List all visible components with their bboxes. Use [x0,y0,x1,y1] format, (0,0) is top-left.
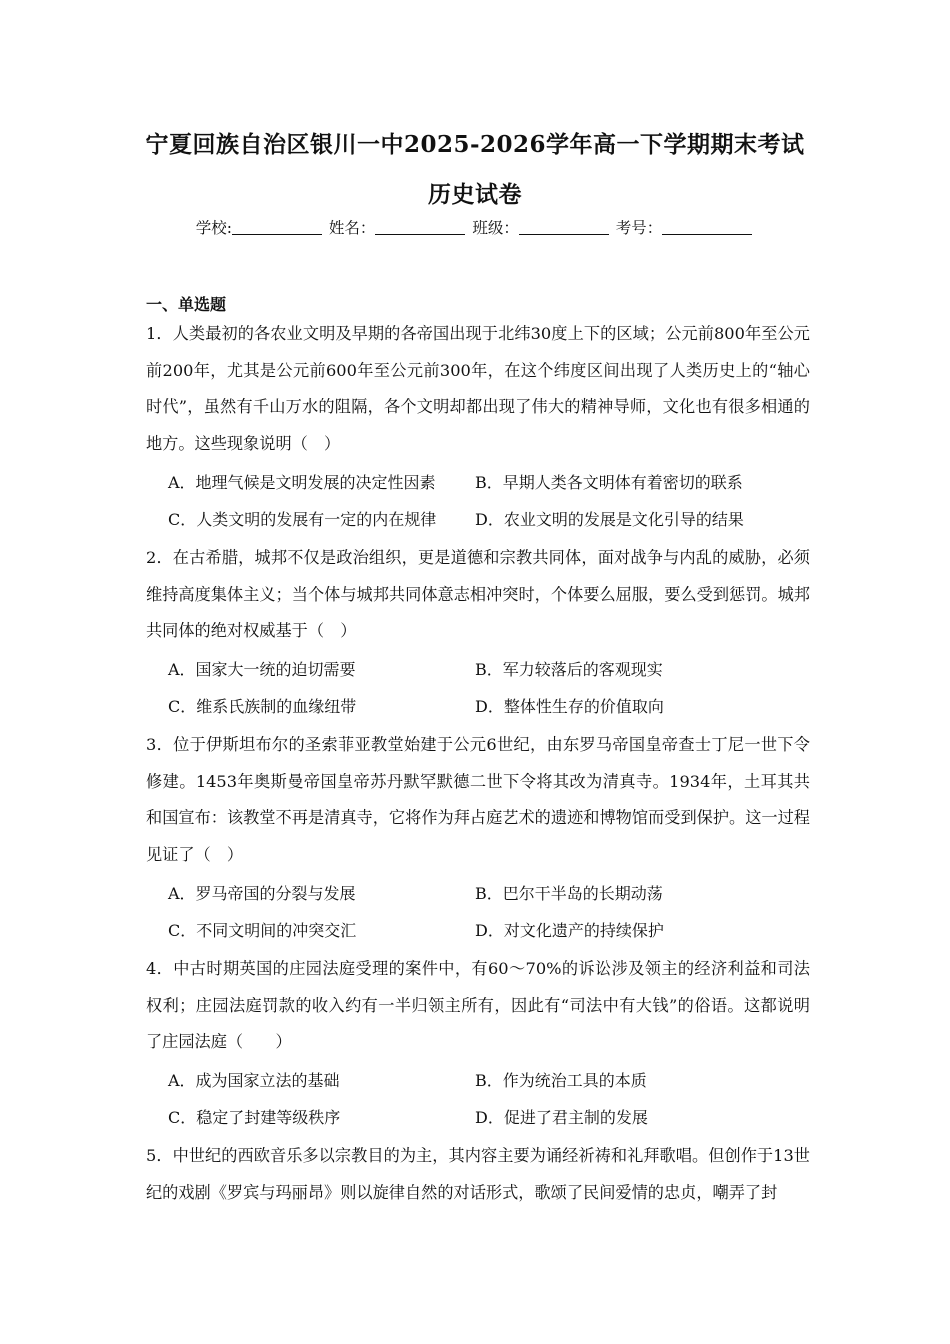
exam-title: 宁夏回族自治区银川一中2025-2026学年高一下学期期末考试 [145,131,805,158]
question-2-option-d: D．整体性生存的价值取向 [475,697,664,716]
name-label: 姓名： [328,219,376,237]
name-blank [375,220,465,235]
question-2-stem: 2．在古希腊，城邦不仅是政治组织，更是道德和宗教共同体，面对战争与内乱的威胁，必须维持高度集体主义；当个体与城邦共同体意志相冲突时，个体要么屈服，要么受到惩罚。城邦共同体的绝对权威基于（ ） [146,548,810,640]
question-2-options [168,651,808,725]
question-4-stem: 4．中古时期英国的庄园法庭受理的案件中，有60～70%的诉讼涉及领主的经济利益和司法权利；庄园法庭罚款的收入约有一半归领主所有，因此有“司法中有大钱”的俗语。这都说明了庄园法庭（ ） [146,959,810,1051]
exam-subject-title: 历史试卷 [428,181,522,208]
question-3-option-a: A．罗马帝国的分裂与发展 [168,884,356,903]
exam-number-label: 考号： [615,219,663,237]
question-4-option-c: C．稳定了封建等级秩序 [168,1108,341,1127]
question-3-stem: 3．位于伊斯坦布尔的圣索菲亚教堂始建于公元6世纪，由东罗马帝国皇帝查士丁尼一世下令修建。1453年奥斯曼帝国皇帝苏丹默罕默德二世下令将其改为清真寺。1934年，土耳其共和国宣布：该教堂不再是清真寺，它将作为拜占庭艺术的遗迹和博物馆而受到保护。这一过程见证了（ ） [146,735,810,864]
question-1-option-c: C．人类文明的发展有一定的内在规律 [168,510,437,529]
question-2-option-b: B．军力较落后的客观现实 [475,660,663,679]
student-info-line [0,216,950,238]
question-1-option-a: A．地理气候是文明发展的决定性因素 [168,473,436,492]
question-3-options [168,875,808,949]
question-1-stem: 1．人类最初的各农业文明及早期的各帝国出现于北纬30度上下的区域；公元前800年至公元前200年，尤其是公元前600年至公元前300年，在这个纬度区间出现了人类历史上的“轴心时代”，虽然有千山万水的阻隔，各个文明却都出现了伟大的精神导师，文化也有很多相通的地方。这些现象说明（ ） [146,324,810,453]
question-5-stem: 5．中世纪的西欧音乐多以宗教目的为主，其内容主要为诵经祈祷和礼拜歌唱。但创作于13世纪的戏剧《罗宾与玛丽昂》则以旋律自然的对话形式，歌颂了民间爱情的忠贞，嘲弄了封 [146,1146,810,1202]
question-3-option-c: C．不同文明间的冲突交汇 [168,921,357,940]
question-3-option-b: B．巴尔干半岛的长期动荡 [475,884,663,903]
question-1-option-b: B．早期人类各文明体有着密切的联系 [475,473,743,492]
question-2-option-c: C．维系氏族制的血缘纽带 [168,697,357,716]
question-4-option-d: D．促进了君主制的发展 [475,1108,648,1127]
school-blank [232,220,322,235]
question-1-option-d: D．农业文明的发展是文化引导的结果 [475,510,744,529]
class-label: 班级： [472,219,519,237]
question-1-options [168,464,808,538]
question-4-option-b: B．作为统治工具的本质 [475,1071,647,1090]
question-3-option-d: D．对文化遗产的持续保护 [475,921,664,940]
class-blank [519,220,609,235]
question-2-option-a: A．国家大一统的迫切需要 [168,660,356,679]
question-4-option-a: A．成为国家立法的基础 [168,1071,340,1090]
school-label: 学校: [195,219,232,237]
exam-number-blank [662,220,752,235]
section-title: 一、单选题 [146,295,227,314]
question-4-options [168,1062,808,1136]
